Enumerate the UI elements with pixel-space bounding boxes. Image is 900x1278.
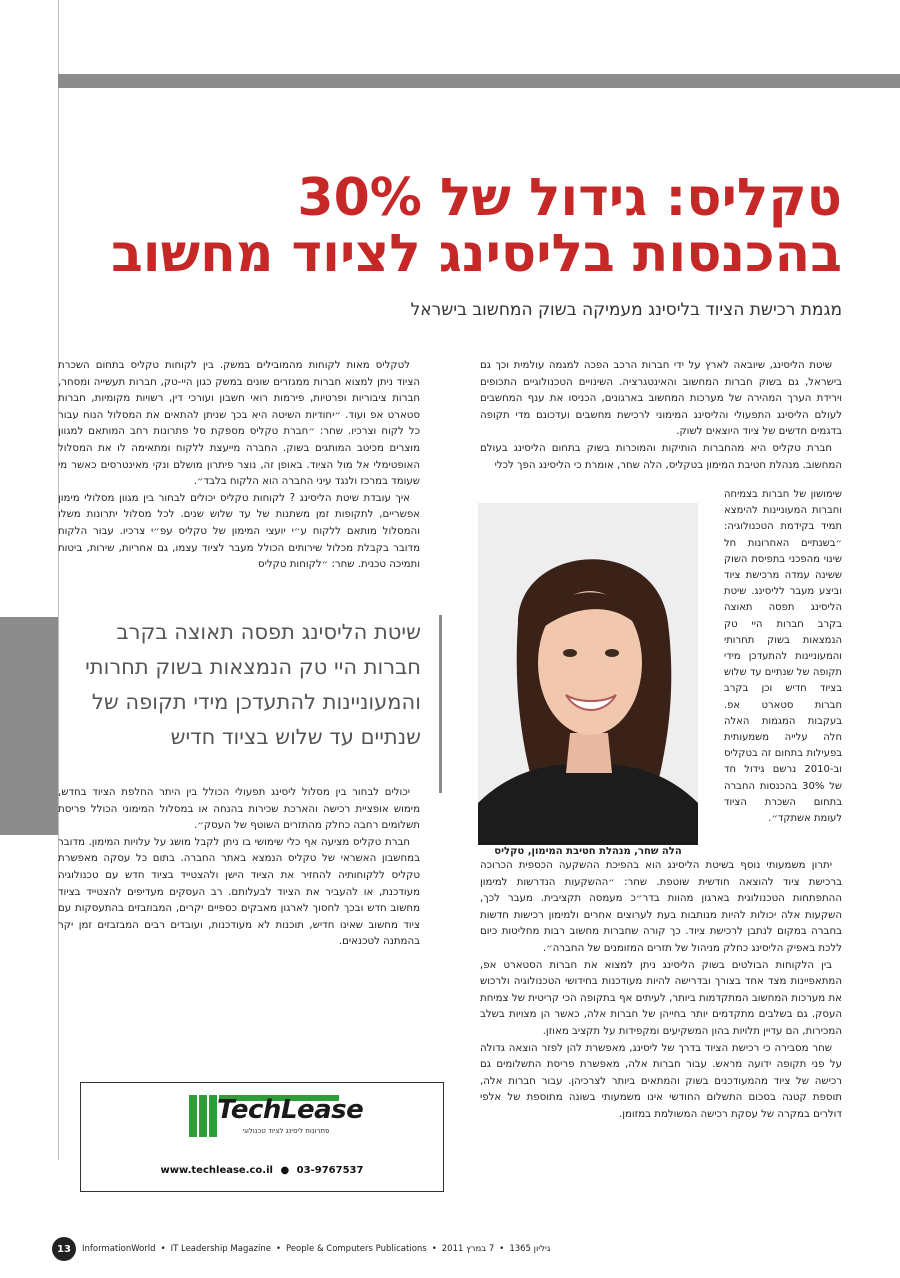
ad-phone: 03-9767537 [296, 1165, 364, 1176]
header-bar [58, 74, 900, 88]
bullet-icon: • [499, 1244, 505, 1254]
portrait-illustration [478, 503, 698, 845]
page-footer [52, 1236, 550, 1262]
footer-publication-3: People & Computers Publications [286, 1244, 427, 1254]
headline-line-1: טקליס: גידול של 30% [297, 168, 842, 228]
paragraph: שחר מסבירה כי רכישת הציוד בדרך של ליסינג, מאפשרת להן לפזר הוצאה גדולה על פני תקופה ידועה מראש. עבור חברות אלה, מאפשרת פריסת התשלומים גם רכישה של ציוד מהמעודכנים בשוק והמתאים ביותר לצרכיהן. עבור חברות אלה, תוספת קטנה בסכום התשלום החודשי אינו משמעותי בשונה מתוספת של אלפי דולרים במקרה של עסקת רכישה המשולמת במזומן. [480, 1042, 842, 1120]
ad-contact [81, 1165, 443, 1176]
page-number: 13 [52, 1237, 76, 1261]
footer-issue: גיליון 1365 [509, 1244, 551, 1254]
paragraph: שיטת הליסינג, שיובאה לארץ על ידי חברות הרכב הפכה למגמה עולמית וכך גם בישראל, גם בשוק חברות המחשוב והאינטגרציה. השינויים הטכנולוגיים התכופים וירידת הערך המהירה של מערכות המחשוב בארגונים, הכניסו את ענף המחשבים לעולם הליסינג התפעולי והליסינג המימוני לרכישת מחשבים ועדכונם מדי תקופה בדגמים חדשים של ציוד היוצאים לשוק. [480, 360, 842, 438]
separator-dot-icon: ● [280, 1165, 290, 1176]
side-tab [0, 617, 58, 835]
headline-line-2: בהכנסות בליסינג לציוד מחשוב [111, 224, 842, 284]
column-left-top [58, 358, 420, 574]
techlease-ad[interactable] [80, 1082, 444, 1192]
footer-publication-1: InformationWorld [82, 1244, 156, 1254]
ad-website-link[interactable]: www.techlease.co.il [160, 1165, 273, 1176]
article-headline [62, 170, 842, 282]
column-right-top [480, 358, 842, 474]
paragraph: שימושון של חברות בצמיחה וחברות המעוניינות להימצא תמיד בקידמת הטכנולוגיה: ״בשנתיים האחרונות חל שינוי מהפכני בתפיסת השוק ששינה עמדה מרכישת ציוד וביצע מעבר לליסינג. שיטת הליסינג תפסה תאוצה בקרב חברות היי טק הנמצאות בשוק תחרותי והמעוניינות להתעדכן מידי תקופה של שנתיים עד שלוש בציוד חדיש וכן בקרב חברות סטארט אפ. בעקבות המגמות האלה חלה עלייה משמעותית בפעילות בתחום זה בטקליס וב-2010 נרשם גידול חד של 30% בהכנסות החברה בתחום השכרת הציוד לעומת אשתקד״. [724, 489, 842, 825]
bullet-icon: • [160, 1244, 166, 1254]
ad-tagline: פתרונות ליסינג לציוד טכנולוגי [242, 1127, 330, 1135]
column-right-narrow [724, 487, 842, 827]
footer-publication-2: IT Leadership Magazine [170, 1244, 271, 1254]
paragraph: יכולים לבחור בין מסלול ליסינג תפעולי הכולל בין היתר החלפת הציוד בחדש, מימוש אופציית רכישה והארכת שכירות בהנחה או במסלול המימוני הכולל פריסת תשלומים רחבה כחלק מהתזרים השוטף של העסק״. [58, 787, 420, 832]
column-left-bottom [58, 785, 420, 951]
column-right-bottom [480, 858, 842, 1124]
paragraph: חברת טקליס היא מהחברות הותיקות והמוכרות בשוק בתחום הליסינג בעולם המחשוב. מנהלת חטיבת המימון בטקליס, הלה שחר, אומרת כי הליסינג הפך לכלי [480, 442, 842, 471]
pull-quote-text: שיטת הליסינג תפסה תאוצה בקרב חברות היי טק הנמצאות בשוק תחרותי והמעוניינות להתעדכן מידי תקופה של שנתיים עד שלוש בציוד חדיש [85, 620, 421, 749]
paragraph: חברת טקליס מציעה אף כלי שימושי בו ניתן לקבל מושג על עלויות המימון. מדובר במחשבון האשראי של טקליס הנמצא באתר החברה. בתום כל עסקה מאפשרת טקליס ללקוחותיה להחזיר את הציוד הישן ולהצטייד בציוד חדש עם טכנולוגיה מעודכנת, או להעביר את הציוד לבעלותם. רב העסקים מעדיפים להצטייד בציוד מחשוב חדש ובכך לחסוך לארגון מאבקים כספיים יקרים, המבוזבזים בהתעסקות עם ציוד מחשוב שאינו חדיש, תוכנות לא מעודכנות, ועובדים רבים המבזבזים זמן יקר בהמתנה לטכנאים. [58, 836, 420, 948]
footer-date: 7 במרץ 2011 [441, 1244, 495, 1254]
photo-caption: הלה שחר, מנהלת חטיבת המימון, טקליס [494, 846, 682, 857]
paragraph: יתרון משמעותי נוסף בשיטת הליסינג הוא בהפיכת ההשקעה הכספית הכרוכה ברכישת ציוד להוצאה חודשית שוטפת. שחר: ״ההשקעות הנדרשות למימון ההתפתחות הטכנולוגית בארגון מהוות בדר״כ מעמסה תקציבית. מעבר לכך, השקעות אלה יכולות להיות מנותבות בעת לערוצים אחרים ולמימון רכישות חדשות בחברה במקום לנתבן לרכישת ציוד. כך קורה שחברות מחשוב רבות מחליטות כיום ללכת באפיק הליסינג כחלק מניהול של תזרים המזומנים של החברה״. [480, 860, 842, 954]
article-subtitle: מגמת רכישת הציוד בליסינג מעמיקה בשוק המחשוב בישראל [410, 300, 842, 320]
paragraph: בין הלקוחות הבולטים בשוק הליסינג ניתן למצוא את חברות הסטארט אפ, המתאפיינות מצד אחד בצורך ובדרישה להיות מעודכנות בחידושי הטכנולוגיה ולרכוש את מערכות המחשוב המתקדמות ביותר, לעיתים אף בתקופה הכי קריטית של צמיחת העסק. גם בשלבים מתקדמים יותר בחייהן של חברות אלה, כאשר הן מצויות בשלב המכירות, הם עדיין תלויות בהון המשקיעים ומקפידות על תקציב מאוזן. [480, 959, 842, 1037]
pull-quote [80, 615, 442, 793]
paragraph: איך עובדת שיטת הליסינג ? לקוחות טקליס יכולים לבחור בין מגוון מסלולי מימון אפשריים, לתקופות זמן משתנות של עד שלוש שנים. לכל מסלול יתרונות משלו והמסלול מותאם ללקוח ע״י יועצי המימון של טקליס עפ״י צרכיו. עבור הלקוח מדובר בקבלת מכלול שירותים הכולל מעבר לציוד עצמו, גם אחריות, שירות, ביטוח ותמיכה טכנית. שחר: ״לקוחות טקליס [58, 492, 420, 571]
portrait-photo [478, 503, 698, 845]
ad-brand-name: TechLease [217, 1095, 364, 1125]
paragraph: לטקליס מאות לקוחות מהמובילים במשק. בין לקוחות טקליס בתחום השכרת הציוד ניתן למצוא חברות ממגזרים שונים במשק כגון היי-טק, חברות תעשייה ומסחר, חברות ציבוריות ופרטיות, פירמות רואי חשבון ועורכי דין, רשויות מקומיות, חברות סטארט אפ ועוד. ״יחודיות השיטה היא בכך שניתן להתאים את המסלול הנוח עבור כל לקוח וצרכיו. שחר: ״חברת טקליס מספקת סל פתרונות רחב המותאם למגוון מוצרים מכיטב המותגים בשוק. החברה מייעצת ללקוח ומתאימה לו את המסלול האופטימלי אל מול הציוד. באופן זה, נוצר פיתרון מושלם ונקי מאינטרסים כאשר מי שעומד במרכז ולנגד עיני החברה הוא הלקוח בלבד״. [58, 360, 420, 488]
bullet-icon: • [275, 1244, 281, 1254]
bullet-icon: • [431, 1244, 437, 1254]
